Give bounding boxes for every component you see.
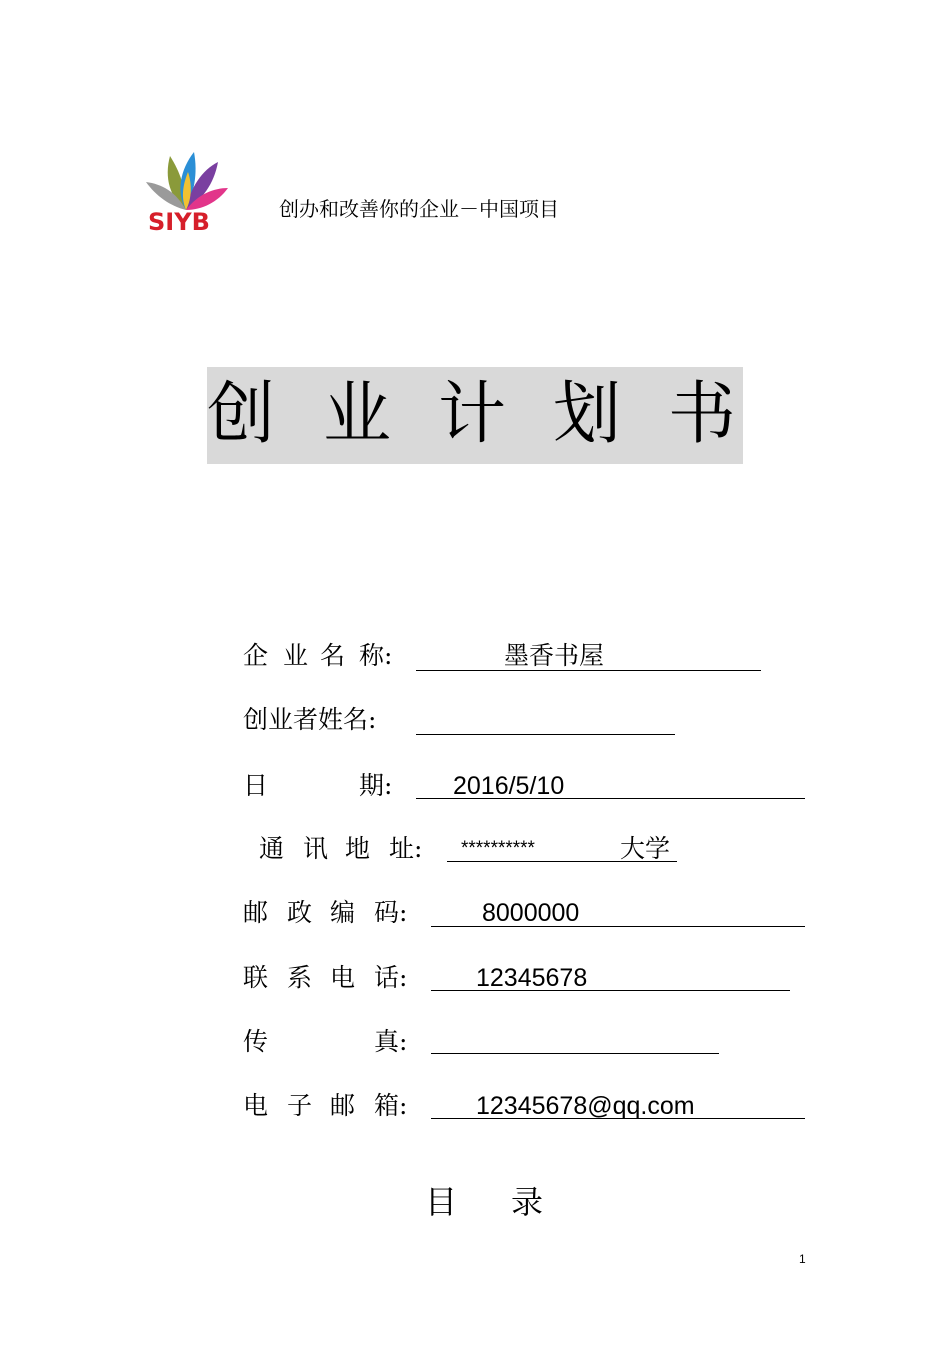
fax-underline [431,1053,719,1054]
email-value: 12345678@qq.com [476,1092,695,1120]
toc-heading-char: 录 [511,1183,544,1221]
address-value-stars: ********** [461,838,535,859]
page-number: 1 [799,1252,806,1266]
founder-name-label: 创业者姓名: [243,705,377,734]
org-line: 创办和改善你的企业－中国项目 [279,197,559,221]
company-name-field: 企 业 名 称: 墨香书屋 [0,641,950,681]
phone-field: 联 系 电 话: 12345678 [0,963,950,1003]
title-char: 书 [668,375,737,454]
document-title [207,367,743,464]
title-char: 划 [553,375,622,454]
email-field: 电 子 邮 箱: 12345678@qq.com [0,1091,950,1131]
date-value: 2016/5/10 [453,772,565,800]
fax-field: 传 真: [0,1027,950,1067]
title-char: 业 [323,375,392,454]
title-char: 创 [207,375,276,454]
founder-name-field [0,705,950,745]
toc-heading-char: 目 [425,1183,458,1221]
phone-value: 12345678 [476,964,588,992]
address-field: 通 讯 地 址: ********** 大学 [0,834,950,874]
founder-name-underline [416,734,675,735]
logo-wordmark: SIYB [148,208,210,236]
postal-code-field: 邮 政 编 码: 8000000 [0,898,950,938]
title-char: 计 [438,375,507,454]
address-value-text: 大学 [620,834,671,863]
company-name-value: 墨香书屋 [504,641,605,670]
postal-code-value: 8000000 [482,899,580,927]
date-field: 日 期: 2016/5/10 [0,771,950,811]
